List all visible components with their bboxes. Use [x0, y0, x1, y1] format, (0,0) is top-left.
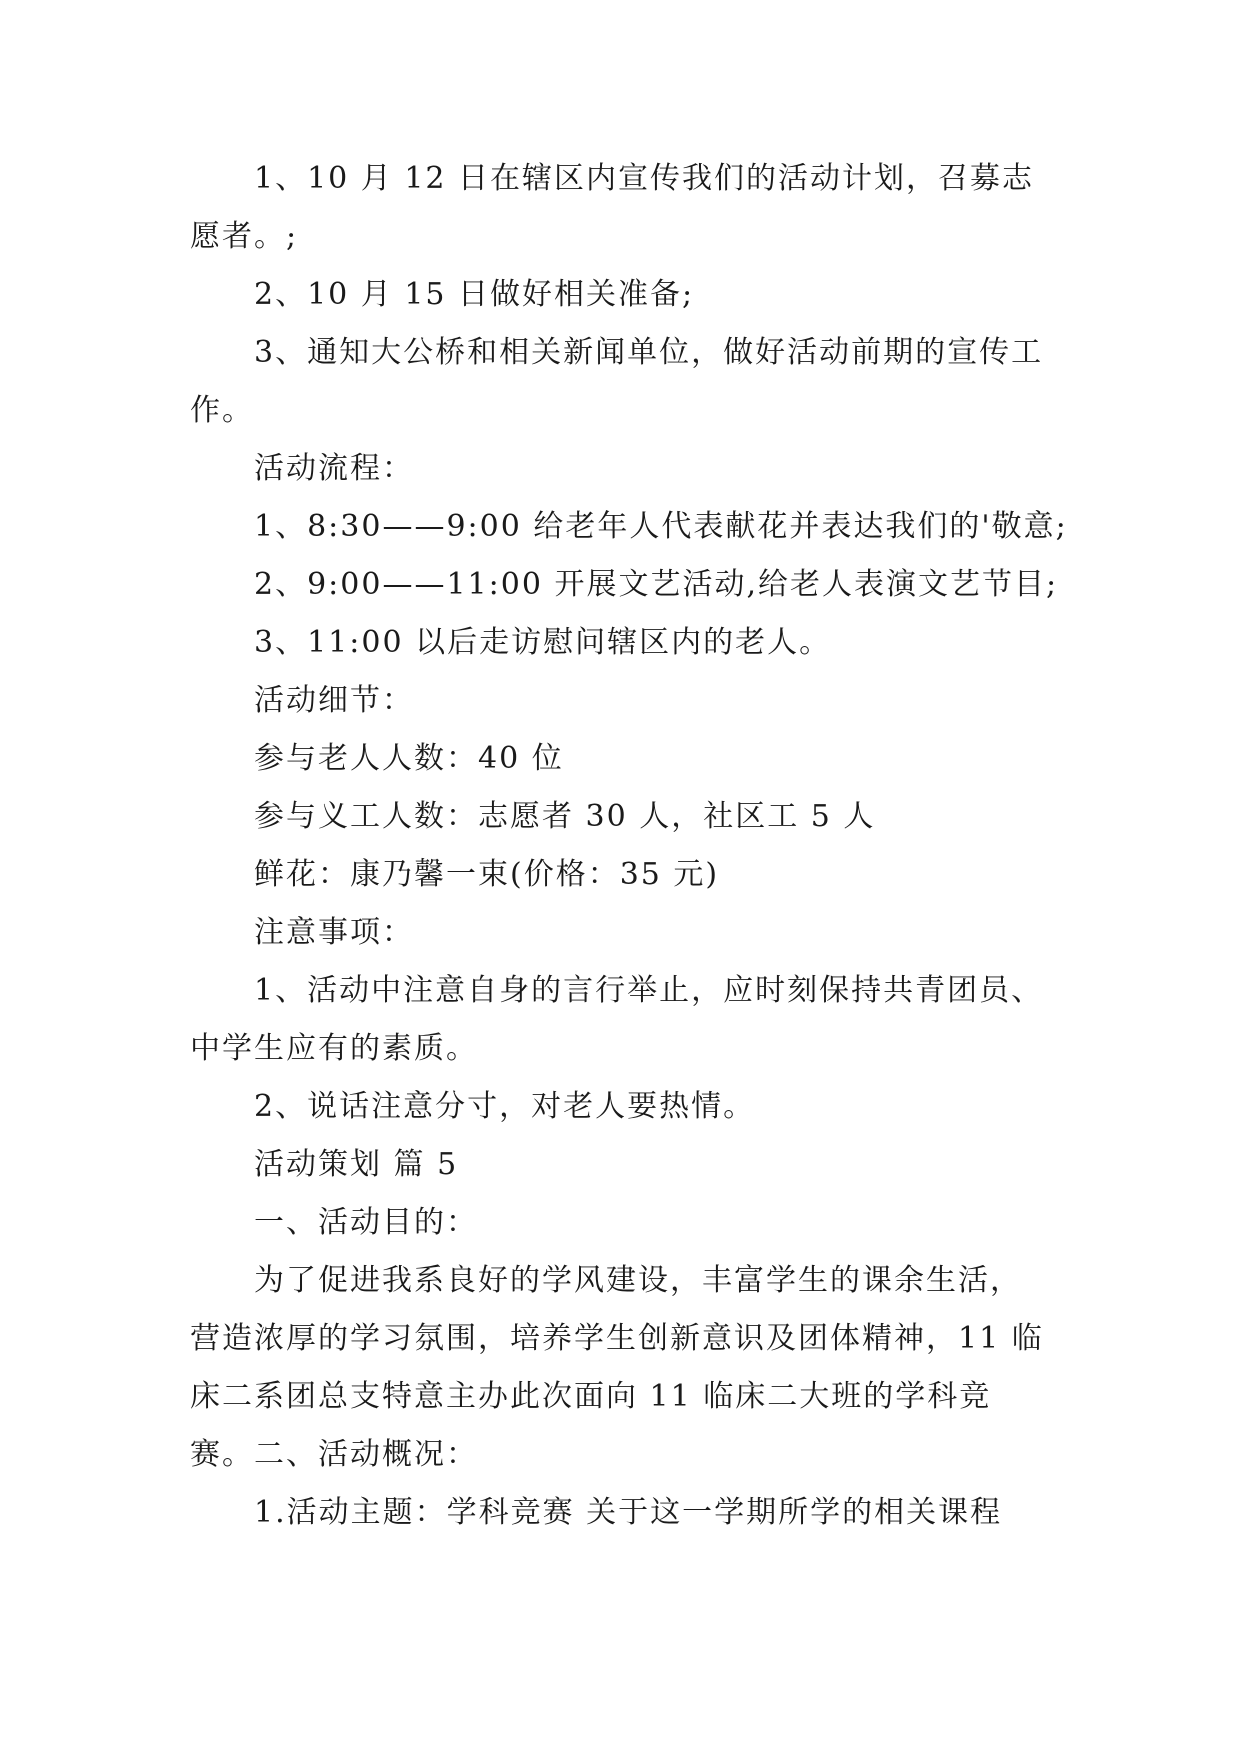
paragraph: 1、8:30——9:00 给老年人代表献花并表达我们的'敬意;: [254, 509, 1068, 544]
section-heading: 一、活动目的：: [254, 1205, 478, 1240]
section-heading: 注意事项：: [254, 915, 414, 950]
section-title: 活动策划 篇 5: [254, 1147, 459, 1182]
paragraph: 鲜花：康乃馨一束(价格：35 元): [254, 857, 720, 892]
paragraph: 2、说话注意分寸，对老人要热情。: [254, 1089, 756, 1124]
paragraph: 1.活动主题：学科竞赛 关于这一学期所学的相关课程: [254, 1495, 1003, 1530]
paragraph: 3、通知大公桥和相关新闻单位，做好活动前期的宣传工作。: [190, 335, 1044, 428]
paragraph: 3、11:00 以后走访慰问辖区内的老人。: [254, 625, 832, 660]
paragraph: 为了促进我系良好的学风建设，丰富学生的课余生活，营造浓厚的学习氛围，培养学生创新意识及团体精神，11 临床二系团总支特意主办此次面向 11 临床二大班的学科竞赛。: [190, 1263, 1044, 1472]
paragraph: 2、9:00——11:00 开展文艺活动,给老人表演文艺节目;: [254, 567, 1059, 602]
paragraph: 参与义工人数：志愿者 30 人，社区工 5 人: [254, 799, 876, 834]
paragraph: 1、10 月 12 日在辖区内宣传我们的活动计划，召募志愿者。;: [190, 161, 1035, 254]
paragraph: 2、10 月 15 日做好相关准备;: [254, 277, 695, 312]
section-heading: 活动细节：: [254, 683, 414, 718]
paragraph: 参与老人人数：40 位: [254, 741, 564, 776]
section-heading: 活动流程：: [254, 451, 414, 486]
paragraph: 1、活动中注意自身的言行举止，应时刻保持共青团员、中学生应有的素质。: [190, 973, 1044, 1066]
section-heading: 二、活动概况：: [254, 1437, 478, 1472]
